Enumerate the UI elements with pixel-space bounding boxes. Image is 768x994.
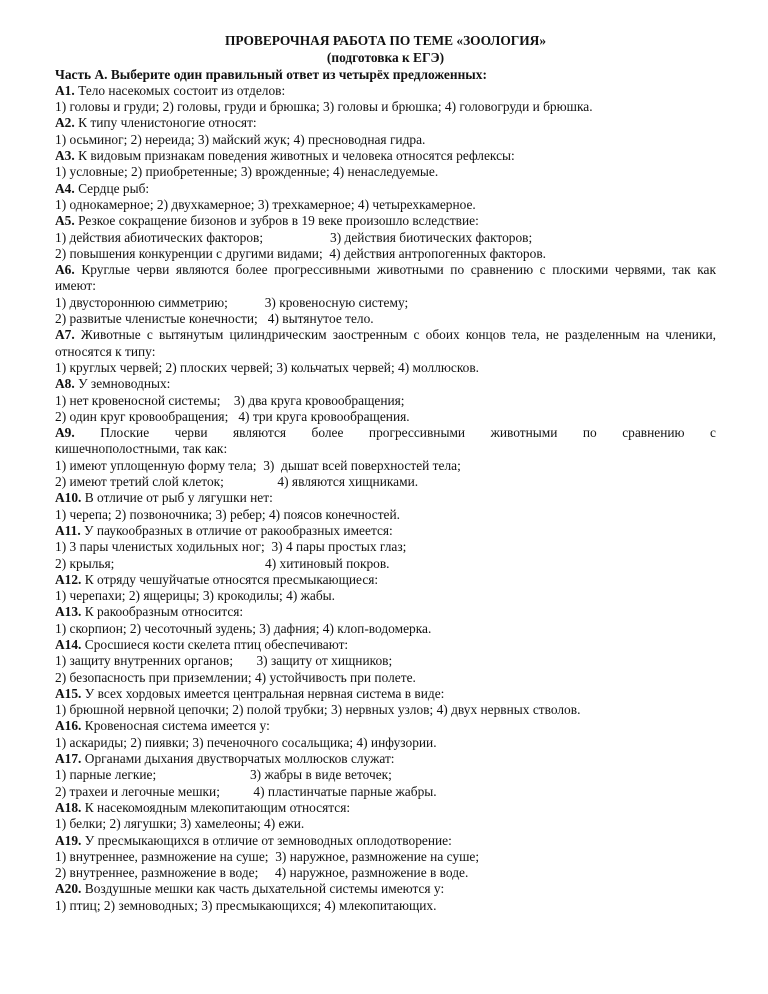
answers-a11-line2: 2) крылья; 4) хитиновый покров. <box>55 555 390 571</box>
answers-a4: 1) однокамерное; 2) двухкамерное; 3) трехкамерное; 4) четырехкамерное. <box>55 196 476 212</box>
answers-a20: 1) птиц; 2) земноводных; 3) пресмыкающихся; 4) млекопитающих. <box>55 897 437 913</box>
question-a9-cont: кишечнополостными, так как: <box>55 441 228 457</box>
question-a20: А20. Воздушные мешки как часть дыхательной системы имеются у: <box>55 881 445 897</box>
answers-a18: 1) белки; 2) лягушки; 3) хамелеоны; 4) ежи. <box>55 816 305 832</box>
question-a6: А6. Круглые черви являются более прогрессивными животными по сравнению с плоскими червями, так как имеют: <box>55 262 716 294</box>
page-subtitle: (подготовка к ЕГЭ) <box>326 50 445 66</box>
question-a13: А13. К ракообразным относится: <box>55 604 244 620</box>
answers-a17-line2: 2) трахеи и легочные мешки; 4) пластинчатые парные жабры. <box>55 783 437 799</box>
question-a9: А9. Плоские черви являются более прогрессивными животными по сравнению с <box>55 425 716 441</box>
question-a14: А14. Сросшиеся кости скелета птиц обеспечивают: <box>55 636 349 652</box>
answers-a19-line1: 1) внутреннее, размножение на суше; 3) наружное, размножение на суше; <box>55 848 480 864</box>
answers-a1: 1) головы и груди; 2) головы, груди и брюшка; 3) головы и брюшка; 4) головогруди и брюшка. <box>55 99 593 115</box>
answers-a5-line1: 1) действия абиотических факторов; 3) действия биотических факторов; <box>55 229 533 245</box>
answers-a9-line2: 2) имеют третий слой клеток; 4) являются хищниками. <box>55 474 419 490</box>
answers-a7: 1) круглых червей; 2) плоских червей; 3) кольчатых червей; 4) моллюсков. <box>55 359 480 375</box>
question-a1: А1. Тело насекомых состоит из отделов: <box>55 82 286 98</box>
answers-a8-line1: 1) нет кровеносной системы; 3) два круга кровообращения; <box>55 392 405 408</box>
question-a8: А8. У земноводных: <box>55 376 171 392</box>
answers-a10: 1) черепа; 2) позвоночника; 3) ребер; 4) поясов конечностей. <box>55 506 401 522</box>
question-a10: А10. В отличие от рыб у лягушки нет: <box>55 490 273 506</box>
answers-a17-line1: 1) парные легкие; 3) жабры в виде веточек; <box>55 767 392 783</box>
question-a15: А15. У всех хордовых имеется центральная нервная система в виде: <box>55 685 445 701</box>
answers-a9-line1: 1) имеют уплощенную форму тела; 3) дышат всей поверхностей тела; <box>55 457 461 473</box>
answers-a12: 1) черепахи; 2) ящерицы; 3) крокодилы; 4) жабы. <box>55 588 335 604</box>
question-a7: А7. Животные с вытянутым цилиндрическим заостренным с обоих концов тела, не разделенным на членики, относятся к типу: <box>55 327 716 359</box>
question-a3: А3. К видовым признакам поведения животных и человека относятся рефлексы: <box>55 148 515 164</box>
answers-a14-line1: 1) защиту внутренних органов; 3) защиту от хищников; <box>55 653 393 669</box>
question-a18: А18. К насекомоядным млекопитающим относятся: <box>55 799 351 815</box>
part-heading: Часть А. Выберите один правильный ответ из четырёх предложенных: <box>55 66 487 82</box>
answers-a14-line2: 2) безопасность при приземлении; 4) устойчивость при полете. <box>55 669 416 685</box>
answers-a5-line2: 2) повышения конкуренции с другими видами; 4) действия антропогенных факторов. <box>55 245 546 261</box>
question-a19: А19. У пресмыкающихся в отличие от земноводных оплодотворение: <box>55 832 452 848</box>
question-a17: А17. Органами дыхания двустворчатых моллюсков служат: <box>55 751 395 767</box>
page-title: ПРОВЕРОЧНАЯ РАБОТА ПО ТЕМЕ «ЗООЛОГИЯ» <box>224 33 547 48</box>
answers-a3: 1) условные; 2) приобретенные; 3) врожденные; 4) ненаследуемые. <box>55 164 439 180</box>
answers-a13: 1) скорпион; 2) чесоточный зудень; 3) дафния; 4) клоп-водомерка. <box>55 620 432 636</box>
answers-a6-line2: 2) развитые членистые конечности; 4) вытянутое тело. <box>55 311 374 327</box>
answers-a8-line2: 2) один круг кровообращения; 4) три круга кровообращения. <box>55 408 410 424</box>
question-a5: А5. Резкое сокращение бизонов и зубров в 19 веке произошло вследствие: <box>55 213 479 229</box>
question-a12: А12. К отряду чешуйчатые относятся пресмыкающиеся: <box>55 571 379 587</box>
question-a2: А2. К типу членистоногие относят: <box>55 115 257 131</box>
answers-a19-line2: 2) внутреннее, размножение в воде; 4) наружное, размножение в воде. <box>55 865 469 881</box>
question-a11: А11. У паукообразных в отличие от ракообразных имеется: <box>55 522 393 538</box>
question-a4: А4. Сердце рыб: <box>55 180 150 196</box>
answers-a16: 1) аскариды; 2) пиявки; 3) печеночного сосальщика; 4) инфузории. <box>55 734 437 750</box>
question-a16: А16. Кровеносная система имеется у: <box>55 718 270 734</box>
answers-a11-line1: 1) 3 пары членистых ходильных ног; 3) 4 пары простых глаз; <box>55 539 407 555</box>
answers-a6-line1: 1) двустороннюю симметрию; 3) кровеносную систему; <box>55 294 409 310</box>
answers-a2: 1) осьминог; 2) нереида; 3) майский жук; 4) пресноводная гидра. <box>55 131 426 147</box>
answers-a15: 1) брюшной нервной цепочки; 2) полой трубки; 3) нервных узлов; 4) двух нервных стволов. <box>55 702 581 718</box>
